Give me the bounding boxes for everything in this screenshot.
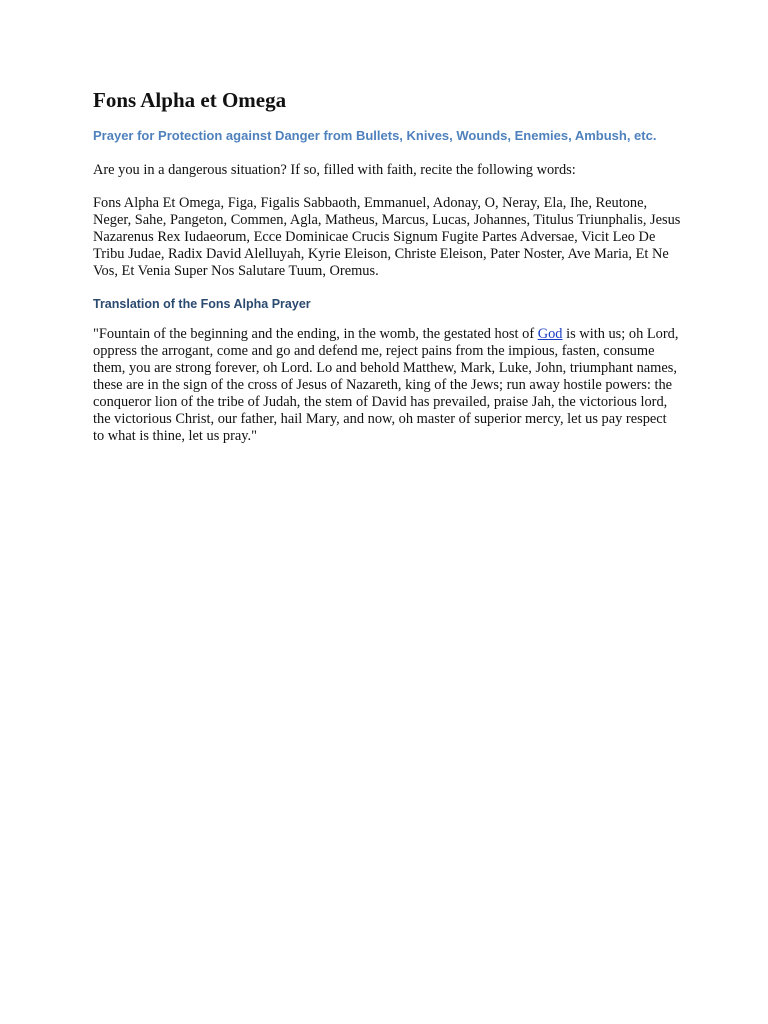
intro-paragraph: Are you in a dangerous situation? If so, filled with faith, recite the following words: xyxy=(93,162,576,178)
document-page xyxy=(93,86,681,459)
prayer-paragraph: Fons Alpha Et Omega, Figa, Figalis Sabbaoth, Emmanuel, Adonay, O, Neray, Ela, Ihe, Reutone, Neger, Sahe, Pangeton, Commen, Agla, Matheus, Marcus, Lucas, Johannes, Titulus Triunphalis, Jesus Nazarenus Rex Iudaeorum, Ecce Dominicae Crucis Signum Fugite Partes Adversae, Vicit Leo De Tribu Judae, Radix David Alelluyah, Kyrie Eleison, Christe Eleison, Pater Noster, Ave Maria, Et Ne Vos, Et Venia Super Nos Salutare Tuum, Oremus. xyxy=(93,194,681,279)
page-title: Fons Alpha et Omega xyxy=(93,88,287,112)
translation-paragraph xyxy=(93,326,681,444)
subtitle: Prayer for Protection against Danger from Bullets, Knives, Wounds, Enemies, Ambush, etc. xyxy=(93,128,657,143)
translation-heading: Translation of the Fons Alpha Prayer xyxy=(93,297,311,312)
translation-text-start: "Fountain of the beginning and the ending, in the womb, the gestated host of xyxy=(93,326,538,343)
god-link[interactable]: God xyxy=(537,326,563,343)
translation-text-end: is with us; oh Lord, oppress the arrogant, come and go and defend me, reject pains from the impious, fasten, consume them, you are strong forever, oh Lord. Lo and behold Matthew, Mark, Luke, John, triumphant names, these are in the sign of the cross of Jesus of Nazareth, king of the Jews; run away hostile powers: the conqueror lion of the tribe of Judah, the stem of David has prevailed, praise Jah, the victorious lord, the victorious Christ, our father, hail Mary, and now, oh master of superior mercy, let us pay respect to what is thine, let us pray." xyxy=(93,326,679,444)
